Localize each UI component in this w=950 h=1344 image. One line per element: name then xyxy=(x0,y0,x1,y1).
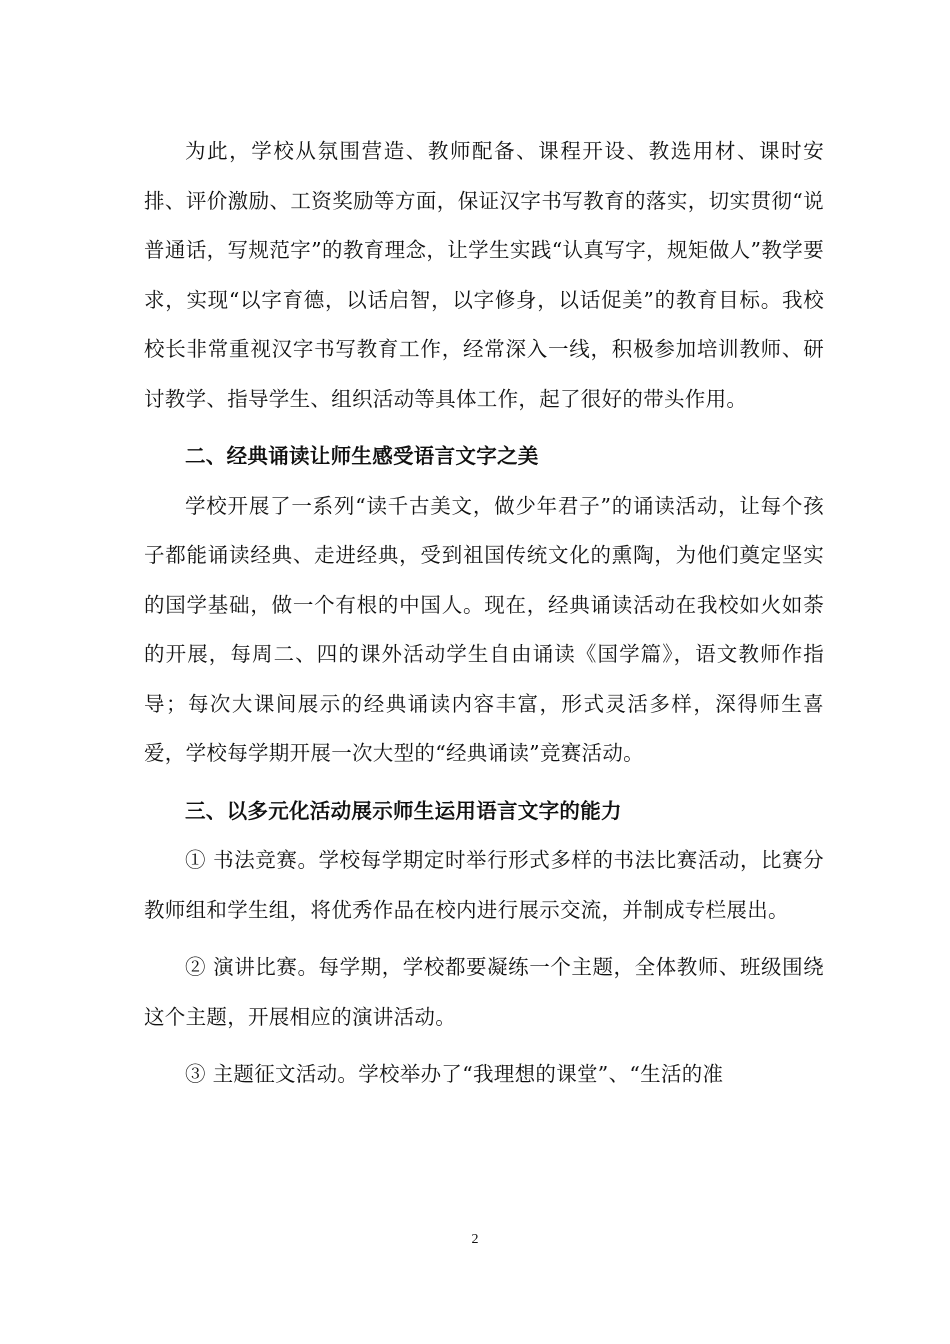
paragraph-spacer xyxy=(144,424,824,432)
paragraph-spacer xyxy=(144,779,824,787)
paragraph-spacer xyxy=(144,935,824,943)
paragraph-essay-activity: ③ 主题征文活动。学校举办了“我理想的课堂”、“生活的准 xyxy=(185,1062,724,1086)
page-number: 2 xyxy=(471,1232,479,1247)
section-heading-classic-reading: 二、经典诵读让师生感受语言文字之美 xyxy=(185,444,539,468)
paragraph-classic-reading: 学校开展了一系列“读千古美文，做少年君子”的诵读活动，让每个孩子都能诵读经典、走进经典，受到祖国传统文化的熏陶，为他们奠定坚实的国学基础，做一个有根的中国人。现在，经典诵读活动在我校如火如荼的开展，每周二、四的课外活动学生自由诵读《国学篇》，语文教师作指导；每次大课间展示的经典诵读内容丰富，形式灵活多样，深得师生喜爱，学校每学期开展一次大型的“经典诵读”竞赛活动。 xyxy=(144,493,824,765)
document-body xyxy=(144,127,824,1100)
paragraph-spacer xyxy=(144,1042,824,1050)
paragraph-handwriting-measures: 为此，学校从氛围营造、教师配备、课程开设、教选用材、课时安排、评价激励、工资奖励等方面，保证汉字书写教育的落实，切实贯彻“说普通话，写规范字”的教育理念，让学生实践“认真写字，规矩做人”教学要求，实现“以字育德，以话启智，以字修身，以话促美”的教育目标。我校校长非常重视汉字书写教育工作，经常深入一线，积极参加培训教师、研讨教学、指导学生、组织活动等具体工作，起了很好的带头作用。 xyxy=(144,139,824,411)
paragraph-calligraphy-contest: ① 书法竞赛。学校每学期定时举行形式多样的书法比赛活动，比赛分教师组和学生组，将优秀作品在校内进行展示交流，并制成专栏展出。 xyxy=(144,848,824,922)
section-heading-diverse-activities: 三、以多元化活动展示师生运用语言文字的能力 xyxy=(185,798,622,823)
paragraph-speech-contest: ② 演讲比赛。每学期，学校都要凝练一个主题，全体教师、班级围绕这个主题，开展相应的演讲活动。 xyxy=(144,955,824,1029)
